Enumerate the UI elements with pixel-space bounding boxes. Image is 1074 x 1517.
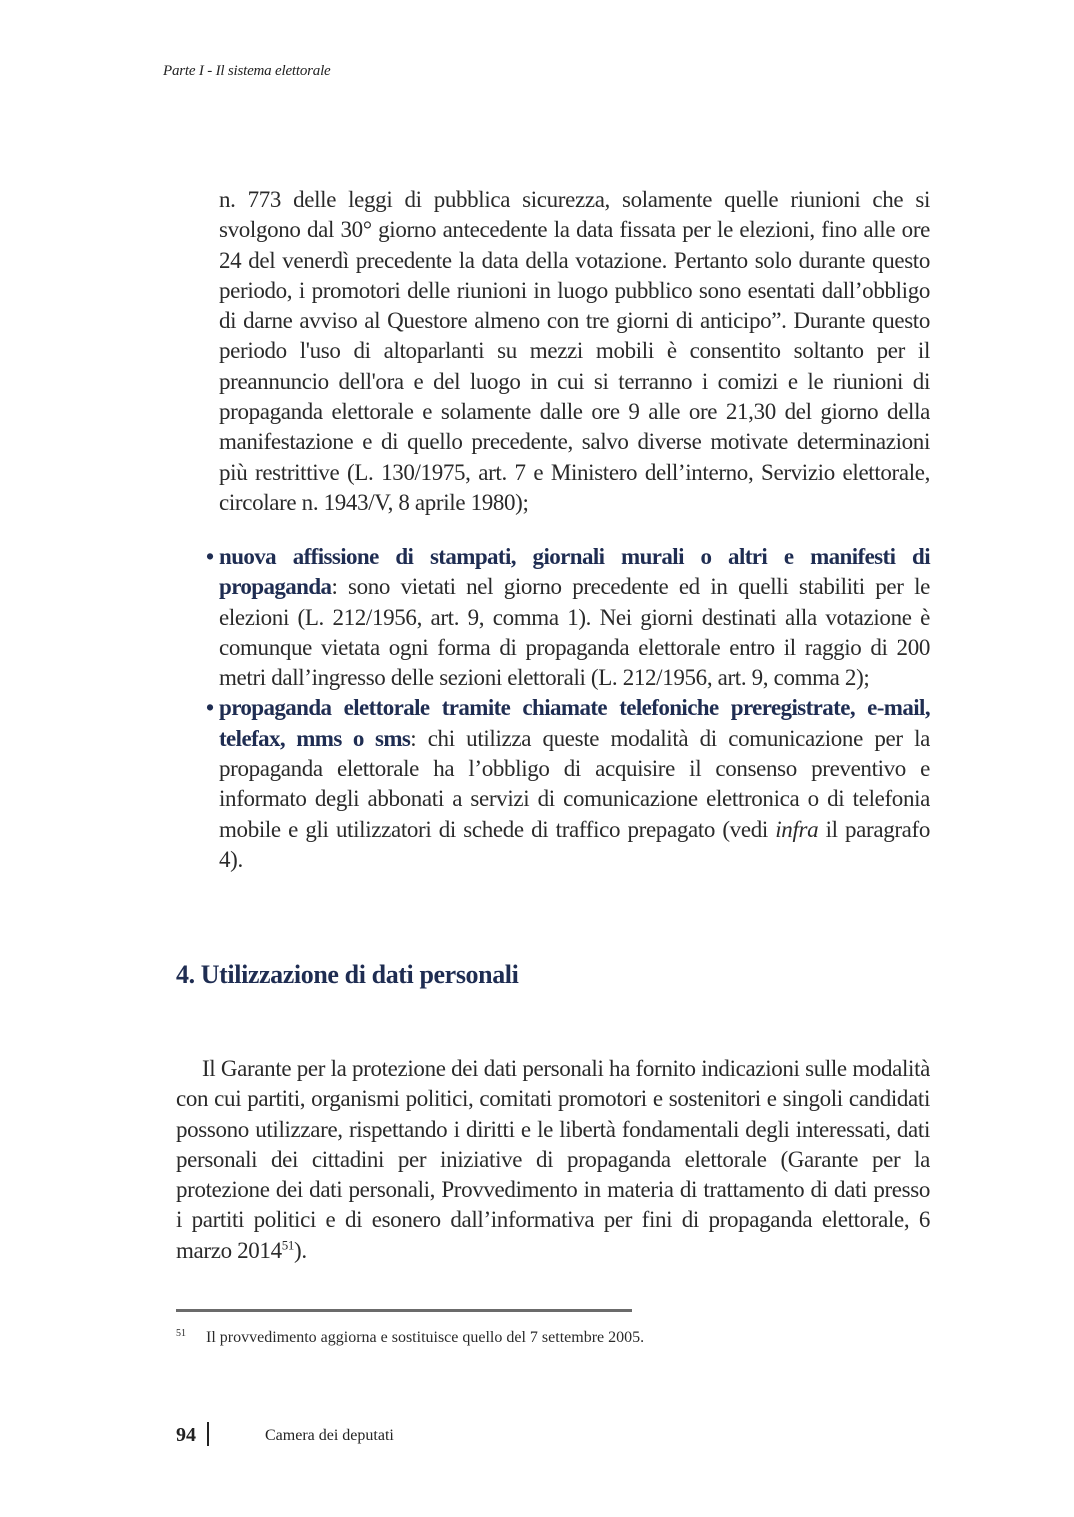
bullet-text: : chi utilizza queste modalità di comunicazione per la propaganda elettorale ha l’obbligo di acquisire il consenso preventivo e informato degli abbonati a servizi di comunicazione elettronica o di telefonia mobile e gli utilizzatori di schede di traffico prepagato (vedi [219, 725, 930, 842]
bullet-text: : sono vietati nel giorno precedente ed in quelli stabiliti per le elezioni (L. 212/1956, art. 9, comma 1). Nei giorni destinati alla votazione è comunque vietata ogni forma di propaganda elettorale entro il raggio di 200 metri dall’ingresso delle sezioni elettorali (L. 212/1956, art. 9, comma 2); [219, 574, 930, 691]
bullet-italic-text: infra [775, 816, 819, 842]
footer-publisher: Camera dei deputati [265, 1427, 394, 1444]
footnote-number: 51 [176, 1328, 186, 1339]
bullet-marker: • [206, 695, 214, 721]
bullet-term: nuova affissione di stampati, giornali murali o altri e manifesti di propaganda [219, 544, 930, 600]
section-paragraph [176, 1054, 930, 1266]
footnote [176, 1329, 644, 1347]
bullet-item-affissione [206, 542, 930, 693]
footnote-divider [176, 1309, 632, 1312]
footer-divider [207, 1422, 209, 1446]
continuation-paragraph: n. 773 delle leggi di pubblica sicurezza, solamente quelle riunioni che si svolgono dal 30° giorno antecedente la data fissata per le elezioni, fino alle ore 24 del venerdì precedente la data della votazione. Pertanto solo durante questo periodo, i promotori delle riunioni in luogo pubblico sono esentati dall’obbligo di darne avviso al Questore almeno con tre giorni di anticipo”. Durante questo periodo l'uso di altoparlanti su mezzi mobili è consentito soltanto per il preannuncio dell'ora e del luogo in cui si terranno i comizi e le riunioni di propaganda elettorale e solamente dalle ore 9 alle ore 21,30 del giorno della manifestazione e di quello precedente, salvo diverse motivate determinazioni più restrittive (L. 130/1975, art. 7 e Ministero dell’interno, Servizio elettorale, circolare n. 1943/V, 8 aprile 1980); [219, 187, 930, 515]
bullet-marker: • [206, 544, 214, 569]
footnote-reference[interactable]: 51 [281, 1237, 295, 1253]
section-title: 4. Utilizzazione di dati personali [176, 960, 519, 989]
section-paragraph-end: ). [294, 1237, 307, 1263]
running-header: Parte I - Il sistema elettorale [163, 63, 331, 79]
bullet-text-end: il paragrafo 4). [219, 816, 930, 872]
bullet-term: propaganda elettorale tramite chiamate telefoniche preregistrate, e-mail, telefax, mms o sms [219, 695, 930, 751]
bullet-item-propaganda-telefonica [206, 693, 930, 875]
section-paragraph-text: Il Garante per la protezione dei dati personali ha fornito indicazioni sulle modalità con cui partiti, organismi politici, comitati promotori e sostenitori e singoli candidati possono utilizzare, rispettando i diritti e le libertà fondamentali degli interessati, dati personali dei cittadini per iniziative di propaganda elettorale (Garante per la protezione dei dati personali, Provvedimento in materia di trattamento di dati presso i partiti politici e di esonero dall’informativa per fini di propaganda elettorale, 6 marzo 2014 [176, 1056, 930, 1263]
page-number: 94 [176, 1424, 196, 1446]
bullet-list [206, 542, 930, 875]
footnote-text: Il provvedimento aggiorna e sostituisce quello del 7 settembre 2005. [206, 1329, 645, 1346]
